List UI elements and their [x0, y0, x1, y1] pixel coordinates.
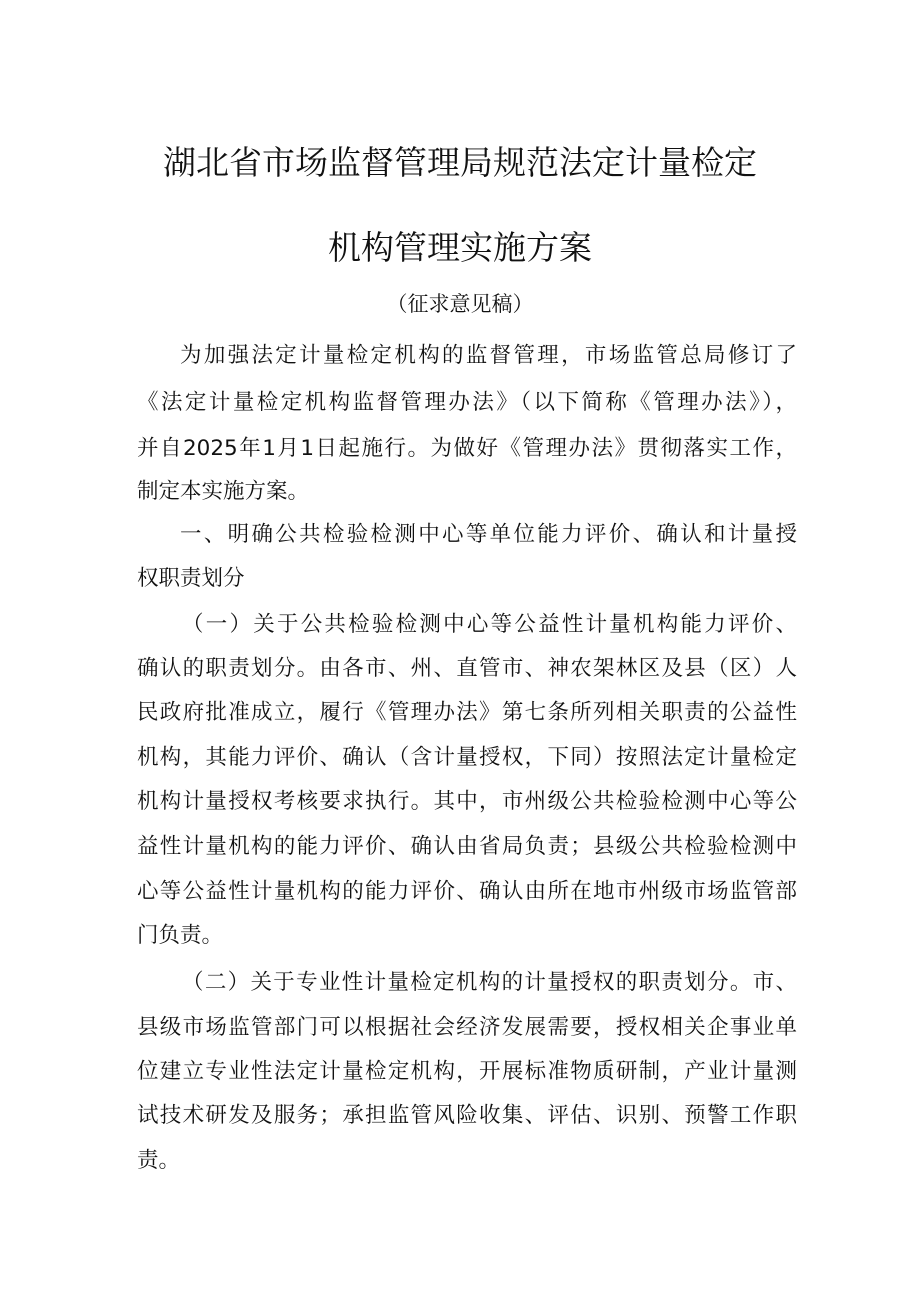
intro-line: 制定本实施方案。: [137, 479, 310, 504]
item-1-line: （一）关于公共检验检测中心等公益性计量机构能力评价、: [182, 612, 797, 637]
item-1-line: 益性计量机构的能力评价、确认由省局负责；县级公共检验检测中: [137, 834, 797, 859]
item-1-line: 机构计量授权考核要求执行。其中，市州级公共检验检测中心等公: [137, 789, 797, 814]
item-1-line: 门负责。: [137, 923, 224, 948]
document-title-line-1: 湖北省市场监督管理局规范法定计量检定: [163, 143, 757, 182]
item-1-line: 机构，其能力评价、确认（含计量授权，下同）按照法定计量检定: [137, 745, 797, 770]
intro-line: 为加强法定计量检定机构的监督管理，市场监管总局修订了: [180, 343, 797, 368]
document-title-line-2: 机构管理实施方案: [328, 228, 592, 267]
item-1-line: 民政府批准成立，履行《管理办法》第七条所列相关职责的公益性: [137, 700, 797, 725]
document-subtitle: （征求意见稿）: [386, 292, 534, 316]
section-heading-line: 权职责划分: [137, 566, 245, 591]
item-2-line: 责。: [137, 1148, 181, 1173]
item-2-line: 位建立专业性法定计量检定机构，开展标准物质研制，产业计量测: [137, 1059, 797, 1084]
item-2-line: 县级市场监管部门可以根据社会经济发展需要，授权相关企事业单: [137, 1015, 797, 1040]
section-heading-line: 一、明确公共检验检测中心等单位能力评价、确认和计量授: [180, 522, 797, 547]
intro-line: 并自2025年1月1日起施行。为做好《管理办法》贯彻落实工作，: [137, 436, 797, 461]
item-1-line: 确认的职责划分。由各市、州、直管市、神农架林区及县（区）人: [137, 656, 797, 681]
item-2-line: （二）关于专业性计量检定机构的计量授权的职责划分。市、: [182, 970, 797, 995]
intro-line: 《法定计量检定机构监督管理办法》（以下简称《管理办法》），: [137, 390, 797, 415]
item-2-line: 试技术研发及服务；承担监管风险收集、评估、识别、预警工作职: [137, 1103, 797, 1128]
item-1-line: 心等公益性计量机构的能力评价、确认由所在地市州级市场监管部: [137, 879, 797, 904]
